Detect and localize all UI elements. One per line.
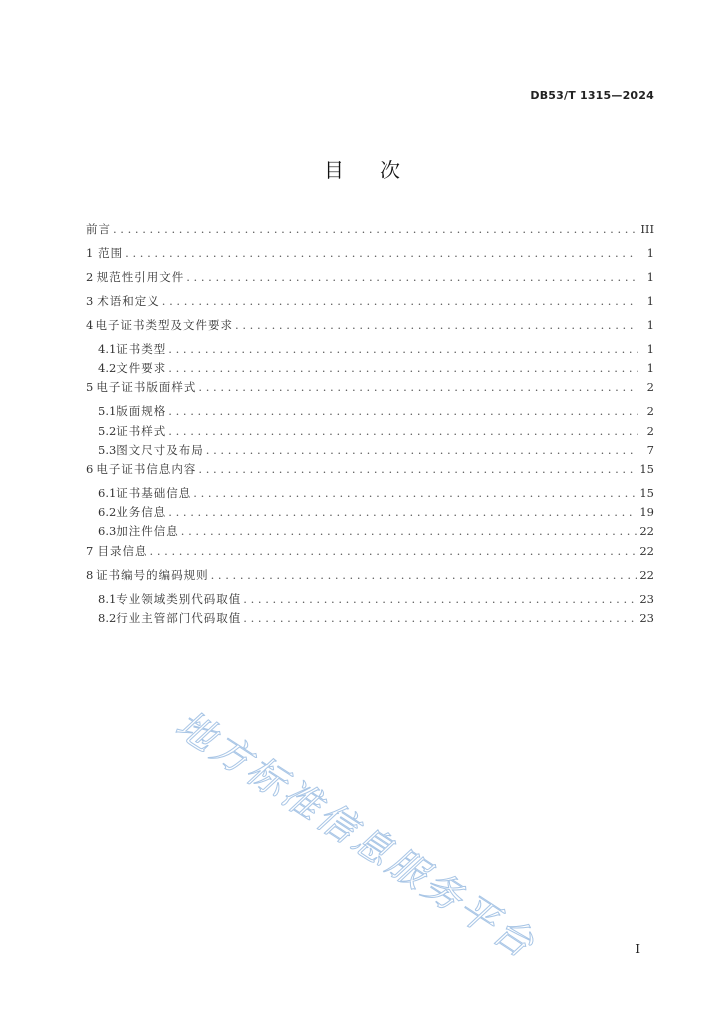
toc-entry-label: 行业主管部门代码取值 <box>116 610 242 625</box>
document-code: DB53/T 1315—2024 <box>530 89 654 102</box>
toc-subentry[interactable] <box>86 610 654 629</box>
toc-entry-number: 2 <box>86 270 94 284</box>
toc-entry[interactable] <box>86 317 654 341</box>
toc-title-char-2: 次 <box>380 158 400 182</box>
toc-entry-label: 前言 <box>86 222 111 236</box>
toc-entry-page: 22 <box>639 543 654 558</box>
toc-entry-number: 8 <box>86 567 94 582</box>
toc-entry-label: 证书类型 <box>116 342 167 356</box>
toc-entry-label: 电子证书版面样式 <box>96 380 197 395</box>
toc-entry-number: 5 <box>86 380 94 395</box>
toc-entry-page: 23 <box>639 591 654 606</box>
toc-leader-dots <box>206 442 638 458</box>
toc-entry[interactable] <box>86 379 654 403</box>
toc-entry[interactable] <box>86 567 654 591</box>
toc-entry-number: 5.1 <box>98 404 117 419</box>
toc-entry-label: 证书样式 <box>116 423 167 438</box>
toc-leader-dots <box>243 591 637 607</box>
toc-entry-label: 图文尺寸及布局 <box>116 442 204 457</box>
toc-leader-dots <box>198 379 638 395</box>
toc-entry-page: 22 <box>639 567 654 582</box>
toc-entry-number: 7 <box>86 543 94 558</box>
toc-title <box>0 154 724 183</box>
toc-entry-label: 加注件信息 <box>116 524 179 539</box>
page-number: I <box>635 942 640 956</box>
toc-leader-dots <box>181 523 638 539</box>
toc-entry[interactable] <box>86 245 654 269</box>
toc-entry-label: 文件要求 <box>116 361 167 376</box>
toc-entry-label: 术语和定义 <box>97 294 160 308</box>
toc-entry[interactable] <box>86 543 654 567</box>
toc-subentry[interactable] <box>86 360 654 379</box>
toc-entry-label: 电子证书类型及文件要求 <box>95 318 234 332</box>
toc-entry-label: 规范性引用文件 <box>96 270 185 284</box>
toc-entry-label: 电子证书信息内容 <box>96 461 197 476</box>
toc-entry-label: 范围 <box>98 246 124 260</box>
toc-entry-number: 3 <box>86 294 94 308</box>
toc-title-char-1: 目 <box>324 158 344 182</box>
toc-entry[interactable] <box>86 461 654 485</box>
toc-entry-label: 目录信息 <box>97 543 148 558</box>
toc-leader-dots <box>168 341 638 357</box>
toc-entry-page: 15 <box>639 461 654 476</box>
toc-leader-dots <box>162 293 638 309</box>
toc-entry-label: 业务信息 <box>116 505 167 520</box>
toc-entry-number: 8.2 <box>98 610 117 625</box>
toc-entry-number: 6.2 <box>98 505 117 520</box>
toc-leader-dots <box>125 245 638 261</box>
toc-entry-page: 1 <box>646 361 654 376</box>
toc-subentry[interactable] <box>86 485 654 504</box>
toc-entry-page: 2 <box>646 404 654 419</box>
toc-entry-page: 2 <box>646 380 654 395</box>
toc-entry[interactable] <box>86 269 654 293</box>
toc-entry-page: III <box>640 222 654 236</box>
toc-subentry[interactable] <box>86 523 654 542</box>
toc-entry-page: 2 <box>646 423 654 438</box>
toc-entry-page: 7 <box>646 442 654 457</box>
watermark: 地方标准信息服务平台 <box>168 701 545 968</box>
toc-leader-dots <box>150 543 638 559</box>
toc-entry-number: 5.3 <box>98 442 117 457</box>
toc-entry[interactable] <box>86 293 654 317</box>
toc-subentry[interactable] <box>86 442 654 461</box>
toc-entry-page: 15 <box>639 485 654 500</box>
toc-leader-dots <box>168 423 638 439</box>
toc-entry-label: 证书基础信息 <box>116 485 192 500</box>
toc-entry-page: 1 <box>646 246 654 260</box>
toc-leader-dots <box>168 504 637 520</box>
toc-subentry[interactable] <box>86 591 654 610</box>
toc-leader-dots <box>211 567 638 583</box>
toc-entry-number: 4.1 <box>98 342 117 356</box>
toc-entry-label: 版面规格 <box>116 404 167 419</box>
toc-entry[interactable] <box>86 221 654 245</box>
toc-subentry[interactable] <box>86 341 654 360</box>
toc-entry-number: 8.1 <box>98 591 117 606</box>
toc-subentry[interactable] <box>86 423 654 442</box>
table-of-contents <box>86 221 654 629</box>
toc-leader-dots <box>113 221 638 237</box>
toc-leader-dots <box>243 610 637 626</box>
toc-leader-dots <box>235 317 638 333</box>
toc-leader-dots <box>168 403 638 419</box>
toc-entry-page: 1 <box>646 318 654 332</box>
toc-entry-number: 4 <box>86 318 94 332</box>
toc-entry-page: 23 <box>639 610 654 625</box>
toc-entry-page: 19 <box>639 505 654 520</box>
toc-leader-dots <box>186 269 638 285</box>
toc-entry-number: 6.1 <box>98 485 117 500</box>
toc-entry-page: 1 <box>646 294 654 308</box>
toc-subentry[interactable] <box>86 504 654 523</box>
toc-entry-number: 6.3 <box>98 524 117 539</box>
toc-leader-dots <box>193 485 637 501</box>
toc-leader-dots <box>198 461 637 477</box>
toc-entry-number: 5.2 <box>98 423 117 438</box>
toc-subentry[interactable] <box>86 403 654 422</box>
toc-entry-number: 6 <box>86 461 94 476</box>
toc-entry-page: 22 <box>639 524 654 539</box>
toc-entry-label: 专业领域类别代码取值 <box>116 591 242 606</box>
toc-entry-page: 1 <box>646 270 654 284</box>
toc-leader-dots <box>168 360 638 376</box>
toc-entry-number: 1 <box>86 246 94 260</box>
toc-entry-label: 证书编号的编码规则 <box>96 567 209 582</box>
toc-entry-page: 1 <box>646 342 654 356</box>
toc-entry-number: 4.2 <box>98 361 117 376</box>
